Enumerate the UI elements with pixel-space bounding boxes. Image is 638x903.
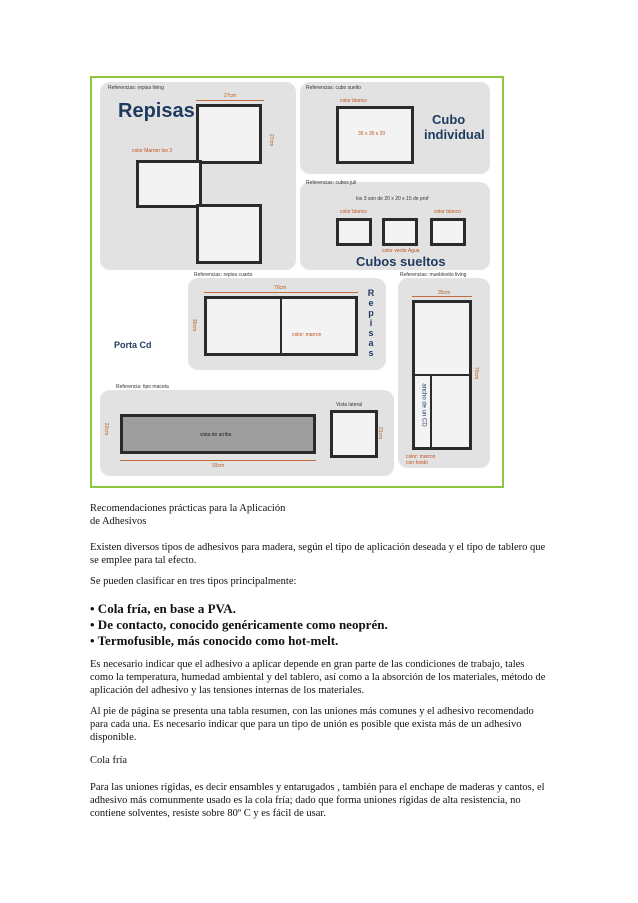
paragraph-4: Al pie de página se presenta una tabla resumen, con las uniones más comunes y el adhesivo recomendado para cada una. Es necesario indicar que para un tipo de unión es posible que exista más de un adhesivo disponible. [90, 706, 534, 743]
letter-s: s [368, 328, 374, 338]
letter-r: R [367, 288, 375, 298]
dimline-maceta-bottom [120, 460, 316, 461]
letter-e: e [368, 298, 374, 308]
bullet-contacto: • De contacto, conocido genéricamente como neoprén. [90, 617, 388, 632]
paragraph-1: Existen diversos tipos de adhesivos para madera, según el tipo de aplicación deseada y el tipo de tablero que se emplee para tal efecto. [90, 542, 546, 566]
label-cubo-size: 35 x 35 x 20 [358, 131, 386, 137]
label-cubos-color-center: color verde Agua [382, 248, 420, 254]
label-cuarto-color: color: marron [292, 332, 322, 338]
ref-cubos-juli: Referencias: cubos juli [306, 180, 357, 186]
bullet-cola-fria: • Cola fría, en base a PVA. [90, 601, 236, 616]
shelf-middle [136, 160, 202, 208]
panel-cubo-suelto [300, 82, 490, 174]
ref-mueblesito-living: Referencias: mueblesito living [400, 272, 467, 278]
shelf-cuarto-divider [280, 298, 282, 354]
letter-s2: s [368, 348, 374, 358]
panel-repisas-living [100, 82, 296, 270]
vertical-repisas-text [364, 288, 378, 358]
dimline-mueble-top [412, 296, 472, 297]
panel-cubos-juli [300, 182, 490, 270]
note-mueble-cd: ancho de un CD [420, 383, 427, 427]
title-repisas: Repisas [118, 100, 195, 122]
cube-center [382, 218, 418, 246]
cube-left [336, 218, 372, 246]
dim-cuarto-top: 70cm [274, 285, 287, 291]
ref-maceta: Referencia: tipo maceta [116, 384, 169, 390]
panel-mueblesito-living [398, 272, 490, 468]
title-cubo-line2: individual [424, 127, 485, 142]
label-maceta-inner: vista de arriba [200, 432, 232, 438]
paragraph-3: Es necesario indicar que el adhesivo a aplicar depende en gran parte de las condiciones de trabajo, tales como la temperatura, humedad ambiental y del tablero, así como a la absorción de los materiales, método de aplicación del adhesivo y las tensiones internas de los materiales. [90, 659, 546, 696]
title-cubo-line1: Cubo [432, 112, 466, 127]
adhesive-types-list [90, 601, 550, 649]
label-repisas-color: color Marron los 3 [132, 148, 173, 154]
dim-maceta-bottom: 93cm [212, 463, 225, 469]
label-cubos-color-right: color blanco [434, 209, 461, 215]
letter-p: p [368, 308, 374, 318]
ref-cubo-suelto: Referencias: cubo suelto [306, 85, 362, 91]
cube-right [430, 218, 466, 246]
dim-maceta-side: 22cm [103, 422, 110, 436]
panel-repisa-cuarto [188, 272, 386, 370]
bullet-termofusible: • Termofusible, más conocido como hot-melt. [90, 633, 339, 648]
dimline-repisas-top [196, 100, 264, 101]
paragraph-6: Para las uniones rígidas, es decir ensambles y entarugados , también para el enchape de maderas y cantos, el adhesivo más comunmente usado es la cola fría; dado que forma uniones rígidas de alta resistencia, no contiene solventes, resiste sobre 80º C y es fácil de usar. [90, 782, 545, 819]
label-porta-cd: Porta Cd [114, 340, 152, 350]
heading-block [90, 502, 550, 528]
label-mueble-color-2: con fondo [406, 460, 428, 466]
heading-line-1: Recomendaciones prácticas para la Aplicación [90, 503, 286, 514]
label-mueble-color-1: color: marron [406, 454, 436, 460]
heading-line-2: de Adhesivos [90, 516, 147, 527]
paragraph-5: Cola fría [90, 755, 128, 766]
mueble-divider-h [414, 374, 470, 376]
ref-repisa-living: Referencias: repisa living [108, 85, 164, 91]
dim-cuarto-side: 30cm [191, 318, 198, 332]
letter-i: i [369, 318, 373, 328]
paragraph-2: Se pueden clasificar en tres tipos principalmente: [90, 576, 297, 587]
shelf-top [196, 104, 262, 164]
title-cubos-sueltos: Cubos sueltos [356, 254, 446, 269]
label-vista-lateral: Vista lateral [336, 402, 363, 408]
dim-maceta-lateral: 21cm [377, 426, 384, 440]
note-cubos-juli: los 3 son de 20 x 20 x 15 de prof [356, 196, 429, 202]
ref-repisa-cuarto: Referencias: repisa cuarto [194, 272, 253, 278]
shelf-bottom [196, 204, 262, 264]
label-cubos-color-left: color blanco [340, 209, 367, 215]
dim-repisas-top: 27cm [224, 93, 237, 99]
dim-mueble-side: 70cm [473, 366, 480, 380]
furniture-diagram [90, 76, 504, 488]
label-cubo-color: color blanco [340, 98, 367, 104]
dim-mueble-top: 35cm [438, 290, 451, 296]
dimline-cuarto-top [204, 292, 358, 293]
mueble-divider-v [430, 376, 432, 448]
maceta-side-view [330, 410, 378, 458]
letter-a: a [368, 338, 374, 348]
dim-repisas-side: 27cm [268, 133, 275, 147]
panel-maceta [100, 384, 394, 476]
